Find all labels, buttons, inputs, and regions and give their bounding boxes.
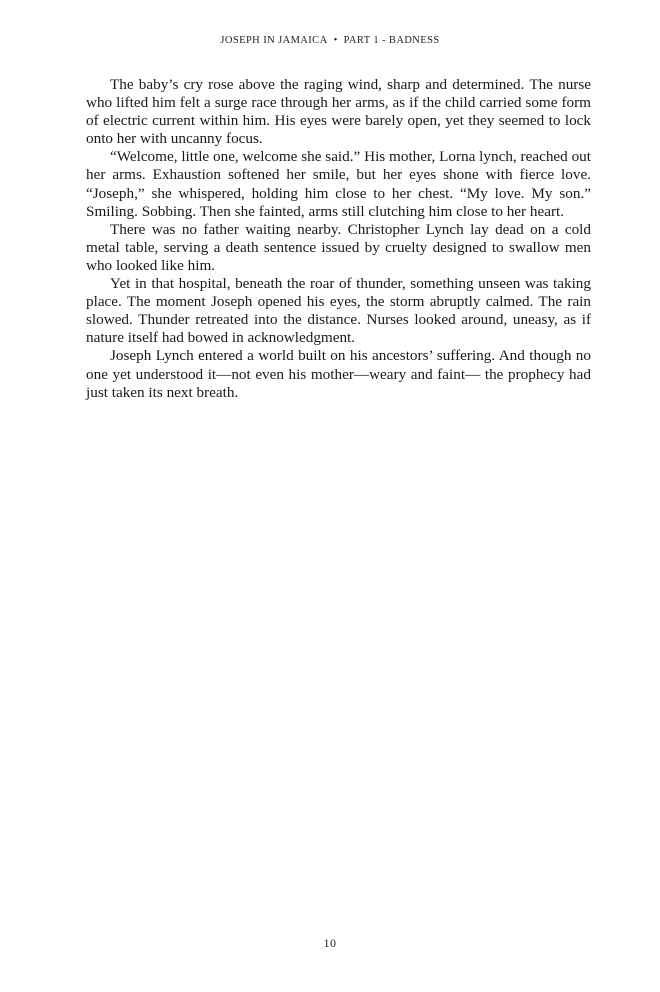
page-number: 10 xyxy=(323,936,337,950)
book-title: JOSEPH IN JAMAICA xyxy=(220,35,328,46)
part-title: PART 1 - BADNESS xyxy=(343,35,440,46)
paragraph: Joseph Lynch entered a world built on his ancestors’ suffering. And though no one yet understood it—not even his mother—weary and faint— the prophecy had just taken its next breath. xyxy=(86,347,591,401)
paragraph: There was no father waiting nearby. Christopher Lynch lay dead on a cold metal table, serving a death sentence issued by cruelty designed to swallow men who looked like him. xyxy=(86,220,591,274)
running-head xyxy=(0,35,660,46)
paragraph: Yet in that hospital, beneath the roar of thunder, something unseen was taking place. The moment Joseph opened his eyes, the storm abruptly calmed. The rain slowed. Thunder retreated into the distance. Nurses looked around, uneasy, as if nature itself had bowed in acknowledgment. xyxy=(86,275,591,347)
paragraph: The baby’s cry rose above the raging wind, sharp and determined. The nurse who lifted him felt a surge race through her arms, as if the child carried some form of electric current within him. His eyes were barely open, yet they seemed to lock onto her with uncanny focus. xyxy=(86,76,591,148)
paragraph: “Welcome, little one, welcome she said.” His mother, Lorna lynch, reached out her arms. Exhaustion softened her smile, but her eyes shone with fierce love. “Joseph,” she whispered, holding him close to her chest. “My love. My son.” Smiling. Sobbing. Then she fainted, arms still clutching him close to her heart. xyxy=(86,148,591,220)
header-separator: • xyxy=(333,35,338,46)
chapter-body xyxy=(86,76,591,402)
